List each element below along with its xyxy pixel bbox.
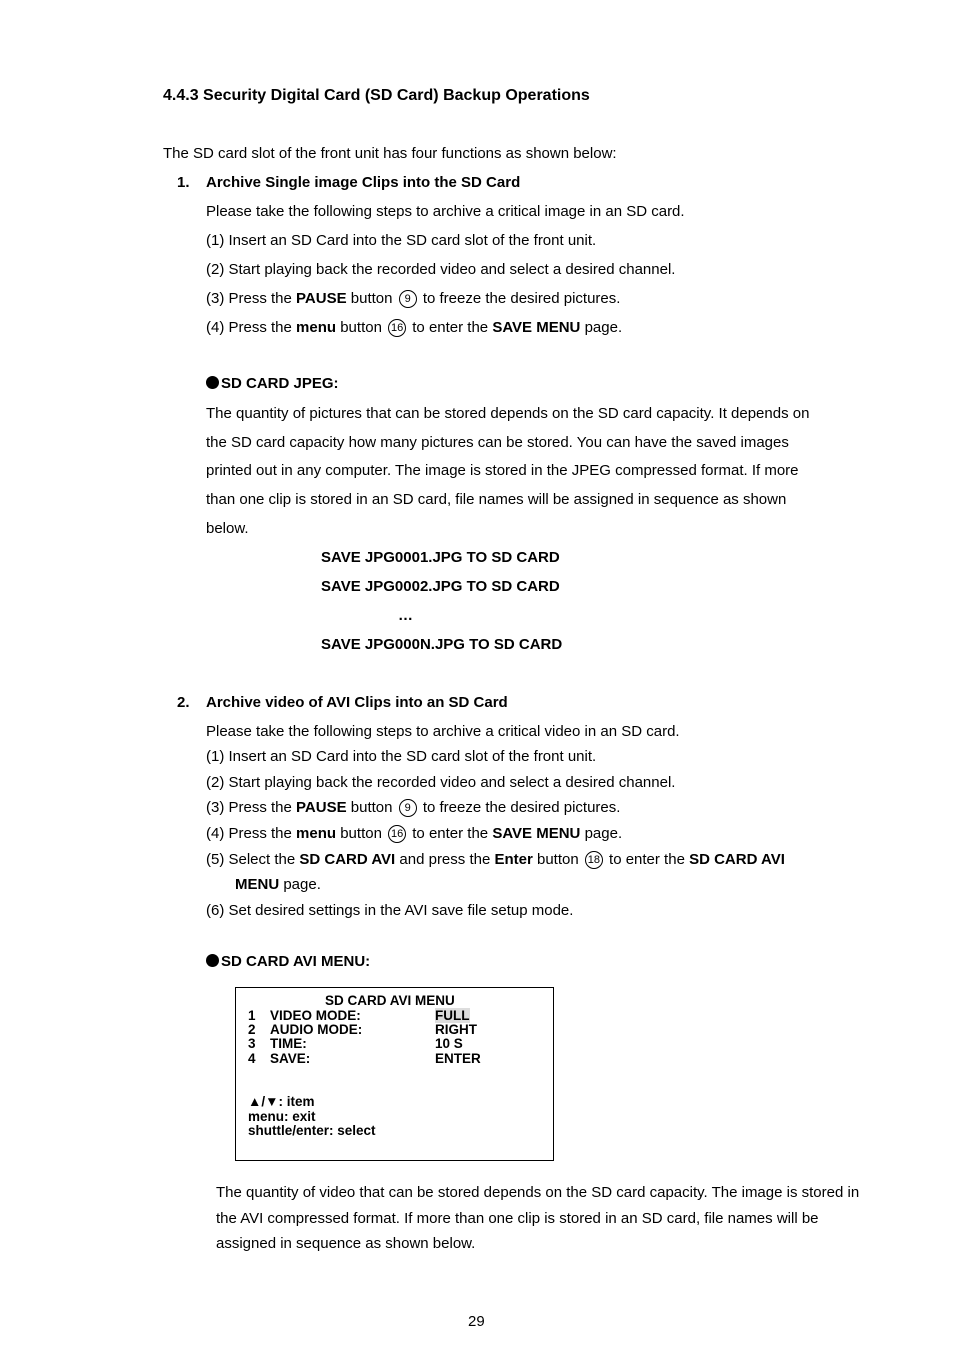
- item1-step3: (3) Press the PAUSE button 9 to freeze the desired pictures.: [206, 290, 621, 307]
- item1-title: Archive Single image Clips into the SD Card: [206, 174, 521, 191]
- item1-step2: (2) Start playing back the recorded video and select a desired channel.: [206, 261, 676, 278]
- jpeg-paragraph-line: the SD card capacity how many pictures can be stored. You can have the saved images: [206, 434, 789, 451]
- menu-row-value[interactable]: 10 S: [435, 1036, 463, 1051]
- jpeg-filename: SAVE JPG0002.JPG TO SD CARD: [321, 578, 560, 595]
- menu-row-value[interactable]: RIGHT: [435, 1022, 477, 1037]
- menu-row-value[interactable]: ENTER: [435, 1051, 481, 1066]
- item1-step4: (4) Press the menu button 16 to enter the SAVE MENU page.: [206, 319, 623, 336]
- item2-title: Archive video of AVI Clips into an SD Card: [206, 694, 508, 711]
- section-title: 4.4.3 Security Digital Card (SD Card) Backup Operations: [163, 87, 590, 104]
- menu-row-num: 2: [248, 1022, 256, 1037]
- item1-step1: (1) Insert an SD Card into the SD card slot of the front unit.: [206, 232, 597, 249]
- item2-step2: (2) Start playing back the recorded video and select a desired channel.: [206, 774, 676, 791]
- bullet-icon: [206, 954, 219, 967]
- menu-help-exit: menu: exit: [248, 1109, 316, 1124]
- item2-step1: (1) Insert an SD Card into the SD card slot of the front unit.: [206, 748, 597, 765]
- menu-row-label: TIME:: [270, 1036, 307, 1051]
- item2-step4: (4) Press the menu button 16 to enter the SAVE MENU page.: [206, 825, 623, 842]
- jpeg-paragraph-line: printed out in any computer. The image is stored in the JPEG compressed format. If more: [206, 462, 799, 479]
- pause-button-icon: 9: [399, 799, 417, 817]
- jpeg-paragraph-line: than one clip is stored in an SD card, file names will be assigned in sequence as shown: [206, 491, 787, 508]
- menu-help-item: ▲/▼: item: [248, 1094, 315, 1109]
- item1-number: 1.: [177, 174, 190, 191]
- jpeg-paragraph-line: The quantity of pictures that can be stored depends on the SD card capacity. It depends on: [206, 405, 810, 422]
- item2-lead: Please take the following steps to archive a critical video in an SD card.: [206, 723, 680, 740]
- menu-title: SD CARD AVI MENU: [325, 993, 455, 1008]
- menu-row-value-selected[interactable]: FULL: [435, 1008, 470, 1023]
- pause-button-icon: 9: [399, 290, 417, 308]
- menu-row-label: SAVE:: [270, 1051, 311, 1066]
- menu-row-label: AUDIO MODE:: [270, 1022, 363, 1037]
- item2-step5-cont: MENU page.: [235, 876, 321, 893]
- menu-help-select: shuttle/enter: select: [248, 1123, 376, 1138]
- jpeg-filename: SAVE JPG0001.JPG TO SD CARD: [321, 549, 560, 566]
- jpeg-filename: SAVE JPG000N.JPG TO SD CARD: [321, 636, 563, 653]
- enter-button-icon: 18: [585, 851, 603, 869]
- bullet-icon: [206, 376, 219, 389]
- avi-paragraph-line: The quantity of video that can be stored depends on the SD card capacity. The image is stored in: [216, 1184, 860, 1201]
- item1-lead: Please take the following steps to archive a critical image in an SD card.: [206, 203, 685, 220]
- menu-row-num: 1: [248, 1008, 256, 1023]
- menu-row-num: 3: [248, 1036, 256, 1051]
- jpeg-ellipsis: …: [398, 607, 413, 624]
- avi-paragraph-line: assigned in sequence as shown below.: [216, 1235, 476, 1252]
- intro-text: The SD card slot of the front unit has four functions as shown below:: [163, 145, 617, 162]
- item2-step5: (5) Select the SD CARD AVI and press the Enter button 18 to enter the SD CARD AVI: [206, 851, 785, 868]
- menu-button-icon: 16: [388, 825, 406, 843]
- item2-number: 2.: [177, 694, 190, 711]
- jpeg-heading: SD CARD JPEG:: [206, 375, 339, 393]
- sd-card-avi-menu-panel: [235, 987, 554, 1161]
- item2-step6: (6) Set desired settings in the AVI save file setup mode.: [206, 902, 574, 919]
- jpeg-paragraph-line: below.: [206, 520, 249, 537]
- menu-row-num: 4: [248, 1051, 256, 1066]
- item2-step3: (3) Press the PAUSE button 9 to freeze the desired pictures.: [206, 799, 621, 816]
- avi-heading: SD CARD AVI MENU:: [206, 953, 370, 971]
- avi-paragraph-line: the AVI compressed format. If more than one clip is stored in an SD card, file names will be: [216, 1210, 819, 1227]
- page-number: 29: [468, 1313, 485, 1330]
- menu-button-icon: 16: [388, 319, 406, 337]
- menu-row-label: VIDEO MODE:: [270, 1008, 361, 1023]
